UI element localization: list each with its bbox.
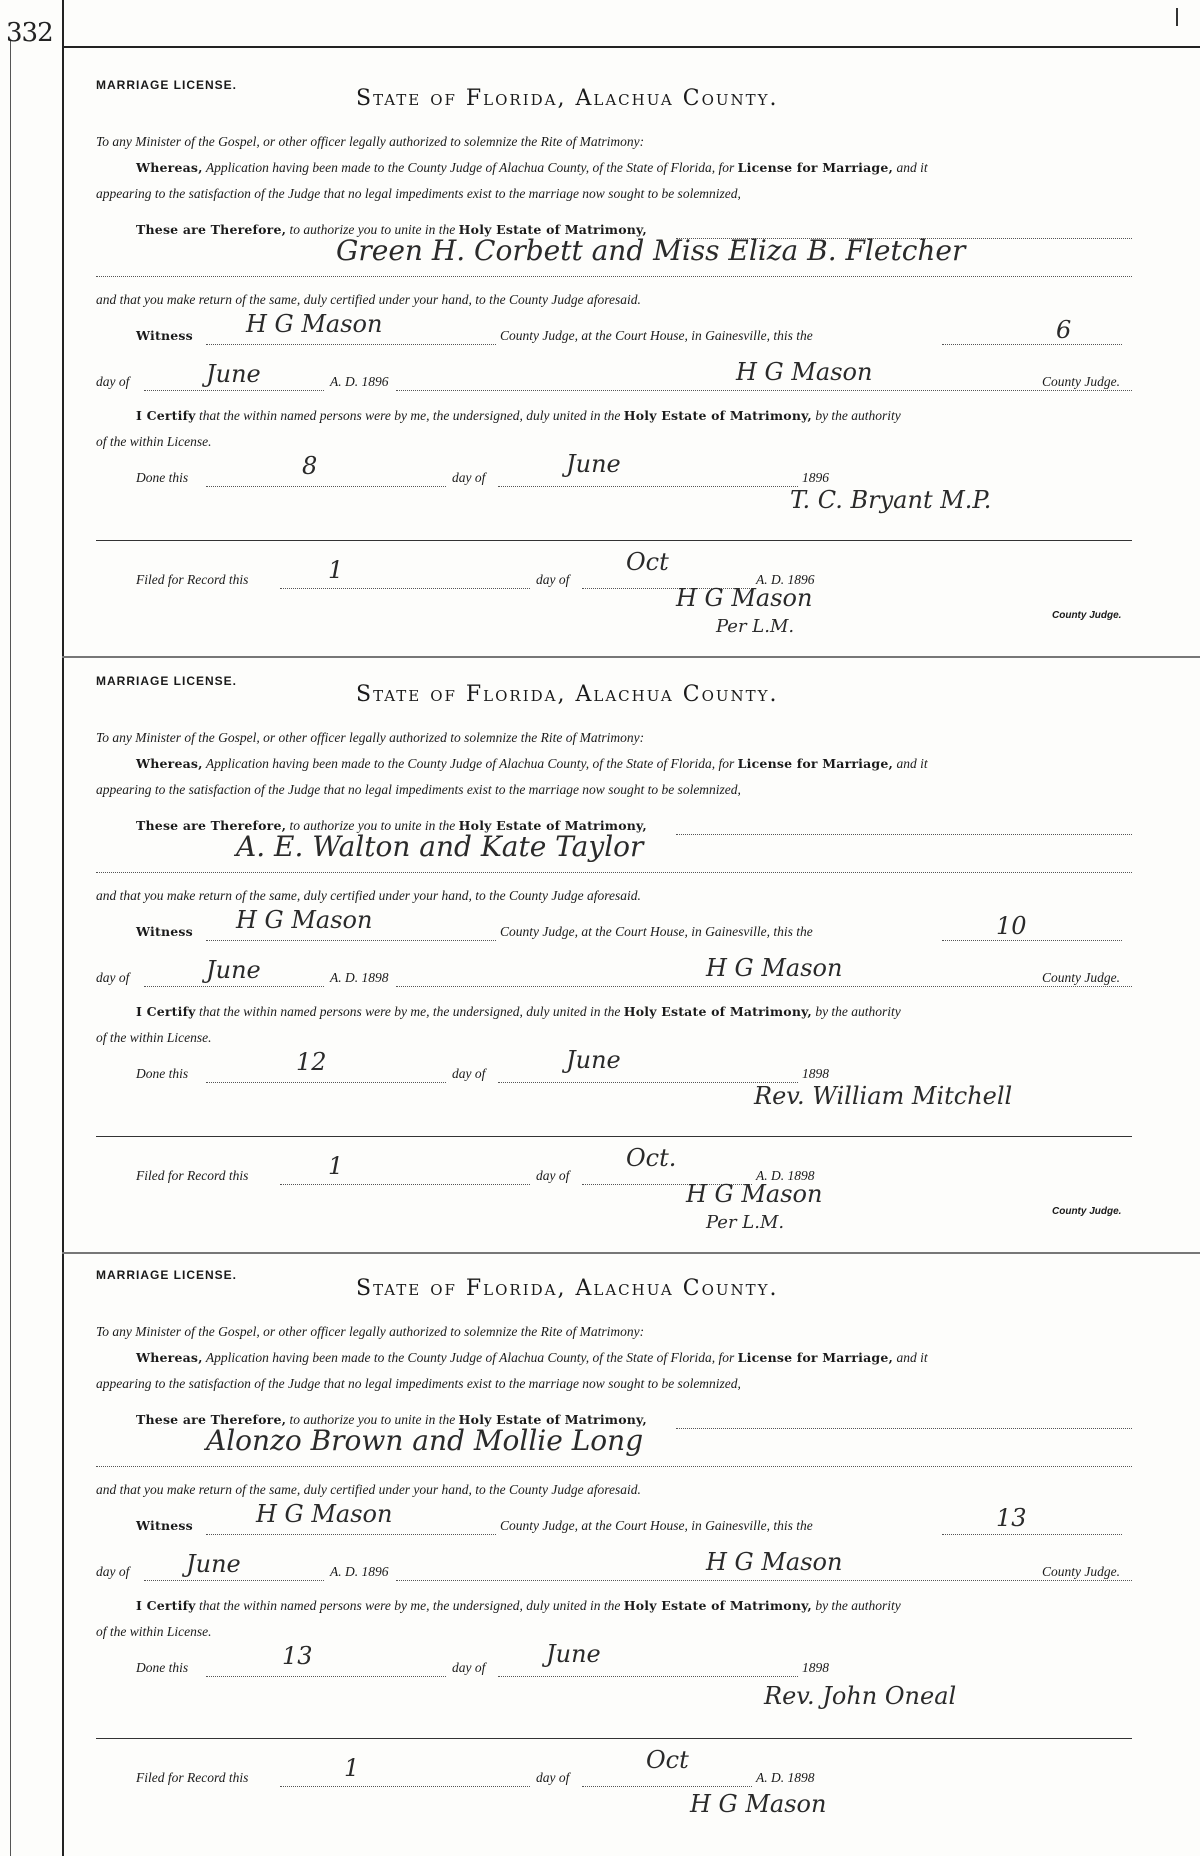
- filed-year: [756, 1770, 815, 1786]
- officiant-signature: Rev. John Oneal: [764, 1682, 957, 1710]
- these-are-therefore: These are Therefore,: [136, 222, 287, 237]
- court-house-line: County Judge, at the Court House, in Gainesville, this the: [500, 328, 813, 343]
- county-judge-label: County Judge.: [1042, 374, 1120, 389]
- day-of-label-2: day of: [452, 1066, 486, 1081]
- to-authorize: to authorize you to unite in the: [289, 1412, 456, 1427]
- whereas-word: Whereas,: [136, 1350, 203, 1365]
- witness-signature: H G Mason: [246, 310, 383, 338]
- dotted-line: [206, 486, 446, 487]
- filed-label: Filed for Record this: [136, 572, 249, 587]
- day-of-label-2: day of: [452, 470, 486, 485]
- issue-month: June: [206, 360, 261, 388]
- witness-line: [136, 924, 193, 940]
- dotted-line: [942, 940, 1122, 941]
- whereas-text: Application having been made to the County Judge of Alachua County, of the State of Florida, for: [205, 756, 735, 771]
- license-title: State of Florida, Alachua County.: [356, 682, 779, 707]
- dotted-line: [676, 834, 1132, 835]
- filed-year-digit: 8: [807, 1168, 815, 1183]
- day-of-label-2: day of: [452, 1660, 486, 1675]
- filed-per-initials: Per L.M.: [706, 1212, 785, 1233]
- filed-year-digit: 6: [807, 572, 815, 587]
- dotted-line: [144, 986, 324, 987]
- officiant-signature: Rev. William Mitchell: [754, 1082, 1013, 1110]
- dotted-line: [206, 1534, 496, 1535]
- issue-day: 10: [996, 912, 1027, 940]
- certify-line: [136, 1598, 901, 1614]
- court-house-line: County Judge, at the Court House, in Gainesville, this the: [500, 924, 813, 939]
- certify-text: that the within named persons were by me, the undersigned, duly united in the: [199, 1004, 621, 1019]
- issue-day: 13: [996, 1504, 1027, 1532]
- within-license: of the within License.: [96, 434, 212, 449]
- whereas-word: Whereas,: [136, 160, 203, 175]
- certify-line: [136, 408, 901, 424]
- done-month: June: [566, 450, 621, 478]
- filed-day-of: day of: [536, 1168, 570, 1183]
- filed-judge-signature: H G Mason: [676, 584, 813, 612]
- i-certify: I Certify: [136, 408, 196, 423]
- and-it: and it: [896, 1350, 928, 1365]
- and-it: and it: [896, 160, 928, 175]
- filed-month: Oct.: [626, 1144, 677, 1172]
- ad-year: [330, 1564, 389, 1580]
- section-divider: [96, 1738, 1132, 1739]
- holy-estate-2: Holy Estate of Matrimony,: [623, 408, 812, 423]
- holy-estate-2: Holy Estate of Matrimony,: [623, 1598, 812, 1613]
- certify-text: that the within named persons were by me, the undersigned, duly united in the: [199, 1598, 621, 1613]
- witness-line: [136, 328, 193, 344]
- year-prefix: 189: [802, 1066, 823, 1081]
- holy-estate: Holy Estate of Matrimony,: [458, 222, 647, 237]
- section-divider: [96, 1136, 1132, 1137]
- dotted-line: [396, 390, 1132, 391]
- and-it: and it: [896, 756, 928, 771]
- by-authority: by the authority: [815, 1004, 901, 1019]
- filed-day-of: day of: [536, 1770, 570, 1785]
- dotted-line: [96, 1466, 1132, 1467]
- filed-month: Oct: [626, 548, 669, 576]
- whereas-line: [136, 756, 928, 772]
- judge-signature: H G Mason: [706, 954, 843, 982]
- filed-label: Filed for Record this: [136, 1770, 249, 1785]
- minister-line: To any Minister of the Gospel, or other officer legally authorized to solemnize the Rite of Matrimony:: [96, 730, 645, 745]
- year-digit: 8: [822, 1660, 829, 1675]
- dotted-line: [206, 344, 496, 345]
- return-line: and that you make return of the same, duly certified under your hand, to the County Judge aforesaid.: [96, 1482, 641, 1497]
- issue-month: June: [206, 956, 261, 984]
- parties-names: Alonzo Brown and Mollie Long: [206, 1424, 644, 1457]
- certify-text: that the within named persons were by me, the undersigned, duly united in the: [199, 408, 621, 423]
- done-year: [802, 1066, 829, 1082]
- done-day: 13: [282, 1642, 313, 1670]
- done-day: 12: [296, 1048, 327, 1076]
- filed-judge-signature: H G Mason: [690, 1790, 827, 1818]
- filed-day-of: day of: [536, 572, 570, 587]
- license-separator: [62, 656, 1200, 658]
- filed-day: 1: [344, 1754, 360, 1782]
- ad-label: A. D. 189: [330, 970, 382, 985]
- witness-line: [136, 1518, 193, 1534]
- license-label: MARRIAGE LICENSE.: [96, 1268, 238, 1282]
- to-authorize: to authorize you to unite in the: [289, 818, 456, 833]
- whereas-line: [136, 1350, 928, 1366]
- page-number: 332: [6, 18, 53, 48]
- license-separator: [62, 1252, 1200, 1254]
- parties-names: Green H. Corbett and Miss Eliza B. Fletcher: [336, 234, 966, 267]
- court-house-line: County Judge, at the Court House, in Gainesville, this the: [500, 1518, 813, 1533]
- license-title: State of Florida, Alachua County.: [356, 86, 779, 111]
- marriage-license-1: [96, 78, 1156, 638]
- done-month: June: [566, 1046, 621, 1074]
- marriage-license-2: [96, 674, 1156, 1234]
- witness-word: Witness: [136, 1518, 193, 1533]
- witness-word: Witness: [136, 328, 193, 343]
- ad-short: A. D. 189: [756, 572, 808, 587]
- year-digit: 8: [822, 1066, 829, 1081]
- corner-mark: [1176, 8, 1178, 26]
- dotted-line: [280, 588, 530, 589]
- i-certify: I Certify: [136, 1004, 196, 1019]
- filed-label: Filed for Record this: [136, 1168, 249, 1183]
- holy-estate: Holy Estate of Matrimony,: [458, 1412, 647, 1427]
- minister-line: To any Minister of the Gospel, or other officer legally authorized to solemnize the Rite of Matrimony:: [96, 1324, 645, 1339]
- license-for-marriage: License for Marriage,: [737, 1350, 894, 1365]
- dotted-line: [280, 1786, 530, 1787]
- appearing-line: appearing to the satisfaction of the Judge that no legal impediments exist to the marriage now sought to be solemnized,: [96, 1376, 741, 1391]
- dotted-line: [498, 486, 798, 487]
- minister-line: To any Minister of the Gospel, or other officer legally authorized to solemnize the Rite of Matrimony:: [96, 134, 645, 149]
- license-for-marriage: License for Marriage,: [737, 756, 894, 771]
- appearing-line: appearing to the satisfaction of the Judge that no legal impediments exist to the marriage now sought to be solemnized,: [96, 186, 741, 201]
- dotted-line: [96, 872, 1132, 873]
- county-judge-label: County Judge.: [1042, 970, 1120, 985]
- within-license: of the within License.: [96, 1624, 212, 1639]
- filed-day: 1: [328, 1152, 344, 1180]
- done-this-label: Done this: [136, 470, 189, 485]
- within-license: of the within License.: [96, 1030, 212, 1045]
- ad-year: [330, 374, 389, 390]
- filed-judge-signature: H G Mason: [686, 1180, 823, 1208]
- year-prefix: 189: [802, 470, 823, 485]
- license-label: MARRIAGE LICENSE.: [96, 78, 238, 92]
- dotted-line: [280, 1184, 530, 1185]
- whereas-text: Application having been made to the County Judge of Alachua County, of the State of Florida, for: [205, 160, 735, 175]
- day-of-label: day of: [96, 1564, 130, 1579]
- done-this-label: Done this: [136, 1660, 189, 1675]
- judge-signature: H G Mason: [736, 358, 873, 386]
- ad-year-digit: 6: [381, 1564, 389, 1579]
- whereas-word: Whereas,: [136, 756, 203, 771]
- dotted-line: [396, 1580, 1132, 1581]
- ad-label: A. D. 189: [330, 374, 382, 389]
- these-are-therefore: These are Therefore,: [136, 1412, 287, 1427]
- whereas-line: [136, 160, 928, 176]
- ad-label: A. D. 189: [330, 1564, 382, 1579]
- judge-signature: H G Mason: [706, 1548, 843, 1576]
- whereas-text: Application having been made to the County Judge of Alachua County, of the State of Florida, for: [205, 1350, 735, 1365]
- county-judge-small: County Judge.: [1052, 1206, 1122, 1217]
- dotted-line: [942, 344, 1122, 345]
- dotted-line: [96, 276, 1132, 277]
- county-judge-small: County Judge.: [1052, 610, 1122, 621]
- ad-year-digit: 6: [381, 374, 389, 389]
- certify-line: [136, 1004, 901, 1020]
- officiant-signature: T. C. Bryant M.P.: [790, 486, 992, 514]
- dotted-line: [396, 986, 1132, 987]
- license-title: State of Florida, Alachua County.: [356, 1276, 779, 1301]
- filed-per-initials: Per L.M.: [716, 616, 795, 637]
- issue-day: 6: [1056, 316, 1072, 344]
- done-year: [802, 1660, 829, 1676]
- year-prefix: 189: [802, 1660, 823, 1675]
- ad-year-digit: 8: [381, 970, 389, 985]
- day-of-label: day of: [96, 970, 130, 985]
- dotted-line: [676, 1428, 1132, 1429]
- done-this-label: Done this: [136, 1066, 189, 1081]
- filed-month: Oct: [646, 1746, 689, 1774]
- dotted-line: [498, 1676, 798, 1677]
- dotted-line: [206, 940, 496, 941]
- license-for-marriage: License for Marriage,: [737, 160, 894, 175]
- issue-month: June: [186, 1550, 241, 1578]
- appearing-line: appearing to the satisfaction of the Judge that no legal impediments exist to the marriage now sought to be solemnized,: [96, 782, 741, 797]
- by-authority: by the authority: [815, 1598, 901, 1613]
- done-day: 8: [302, 452, 318, 480]
- dotted-line: [144, 1580, 324, 1581]
- dotted-line: [942, 1534, 1122, 1535]
- section-divider: [96, 540, 1132, 541]
- holy-estate-2: Holy Estate of Matrimony,: [623, 1004, 812, 1019]
- witness-signature: H G Mason: [256, 1500, 393, 1528]
- county-judge-label: County Judge.: [1042, 1564, 1120, 1579]
- ad-short: A. D. 189: [756, 1770, 808, 1785]
- license-label: MARRIAGE LICENSE.: [96, 674, 238, 688]
- holy-estate: Holy Estate of Matrimony,: [458, 818, 647, 833]
- year-digit: 6: [822, 470, 829, 485]
- by-authority: by the authority: [815, 408, 901, 423]
- witness-signature: H G Mason: [236, 906, 373, 934]
- witness-word: Witness: [136, 924, 193, 939]
- done-year: [802, 470, 829, 486]
- dotted-line: [206, 1676, 446, 1677]
- filed-day: 1: [328, 556, 344, 584]
- return-line: and that you make return of the same, duly certified under your hand, to the County Judge aforesaid.: [96, 292, 641, 307]
- to-authorize: to authorize you to unite in the: [289, 222, 456, 237]
- dotted-line: [206, 1082, 446, 1083]
- these-are-therefore: These are Therefore,: [136, 818, 287, 833]
- i-certify: I Certify: [136, 1598, 196, 1613]
- marriage-license-3: [96, 1268, 1156, 1848]
- margin-rule: [62, 0, 64, 1856]
- edge-rule: [10, 40, 11, 1856]
- filed-year-digit: 8: [807, 1770, 815, 1785]
- dotted-line: [144, 390, 324, 391]
- dotted-line: [582, 1786, 752, 1787]
- done-month: June: [546, 1640, 601, 1668]
- day-of-label: day of: [96, 374, 130, 389]
- top-rule: [62, 46, 1200, 48]
- dotted-line: [498, 1082, 798, 1083]
- ad-short: A. D. 189: [756, 1168, 808, 1183]
- return-line: and that you make return of the same, duly certified under your hand, to the County Judge aforesaid.: [96, 888, 641, 903]
- ad-year: [330, 970, 389, 986]
- parties-names: A. E. Walton and Kate Taylor: [236, 830, 644, 863]
